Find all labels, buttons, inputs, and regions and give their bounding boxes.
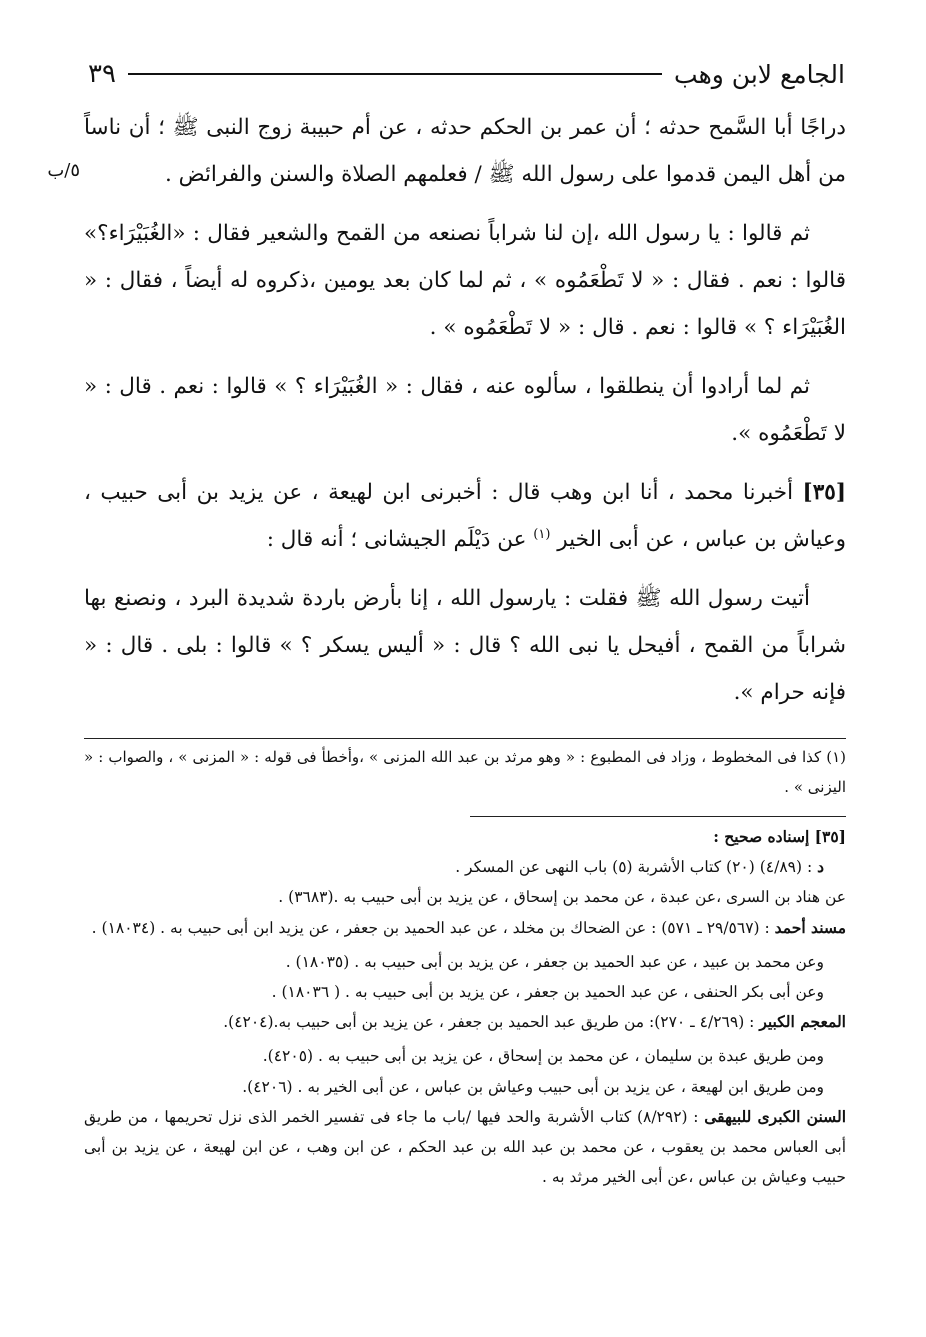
paragraph-2: ثم قالوا : يا رسول الله ،إن لنا شراباً نصنعه من القمح والشعير فقال : «الغُبَيْرَاء؟» قالوا : نعم . فقال : « لا تَطْعَمُوه » ، ثم لما كان بعد يومين ،ذكروه له أيضاً ، فقال : « الغُبَيْرَاء ؟ » قالوا : نعم . قال : « لا تَطْعَمُوه » . bbox=[84, 221, 846, 340]
takhrij-divider bbox=[470, 816, 846, 817]
footnote-divider bbox=[84, 738, 846, 739]
book-title: الجامع لابن وهب bbox=[674, 59, 845, 89]
running-header bbox=[88, 54, 845, 94]
hadith-number: [٣٥] bbox=[802, 480, 846, 505]
takhrij-line: وعن محمد بن عبيد ، عن عبد الحميد بن جعفر ، عن يزيد بن أبى حبيب به . (١٨٠٣٥) . bbox=[285, 952, 824, 971]
source-mujam-kabir: المعجم الكبير bbox=[759, 1012, 846, 1032]
takhrij-line bbox=[84, 913, 846, 943]
page-number: ٣٩ bbox=[88, 59, 116, 89]
takhrij-section bbox=[84, 822, 846, 1192]
takhrij-line-text: : (٤/٢٦٩ ـ ٢٧٠): من طريق عبد الحميد بن جعفر ، عن يزيد بن أبى حبيب به.(٤٢٠٤). bbox=[223, 1013, 760, 1032]
takhrij-line bbox=[84, 1007, 846, 1037]
paragraph-4-text-b: عن دَيْلَم الجيشانى ؛ أنه قال : bbox=[266, 527, 534, 552]
source-musnad-ahmad: مسند أحمد bbox=[774, 917, 846, 937]
header-rule bbox=[128, 73, 662, 75]
takhrij-line: ومن طريق عبدة بن سليمان ، عن محمد بن إسحاق ، عن يزيد بن أبى حبيب به . (٤٢٠٥). bbox=[262, 1047, 824, 1066]
source-abu-dawud: د bbox=[817, 857, 824, 877]
paragraph-4 bbox=[84, 469, 846, 563]
paragraph-4-text-a: أخبرنا محمد ، أنا ابن وهب قال : أخبرنى ابن لهيعة ، عن يزيد بن أبى حبيب ، وعياش بن عباس ، عن أبى الخير bbox=[84, 480, 846, 552]
paragraph-1: دراجًا أبا السَّمح حدثه ؛ أن عمر بن الحكم حدثه ، عن أم حبيبة زوج النبى ﷺ ؛ أن ناساً من أهل اليمن قدموا على رسول الله ﷺ / فعلمهم الصلاة والسنن والفرائض . bbox=[84, 115, 846, 187]
takhrij-line bbox=[84, 1102, 846, 1193]
main-text bbox=[84, 104, 846, 728]
paragraph-5: أتيت رسول الله ﷺ فقلت : يارسول الله ، إنا بأرض باردة شديدة البرد ، ونصنع بها شراباً من القمح ، أفيحل يا نبى الله ؟ قال : « أليس يسكر ؟ » قالوا : بلى . قال : « فإنه حرام ». bbox=[84, 586, 846, 705]
takhrij-line: عن هناد بن السرى ،عن عبدة ، عن محمد بن إسحاق ، عن يزيد بن أبى حبيب به .(٣٦٨٣) . bbox=[278, 888, 846, 907]
takhrij-line-text: : (٤/٨٩) (٢٠) كتاب الأشربة (٥) باب النهى عن المسكر . bbox=[455, 858, 818, 877]
takhrij-heading: [٣٥] إسناده صحيح : bbox=[713, 827, 846, 846]
takhrij-line-text: : (٨/٢٩٢) كتاب الأشربة والحد فيها /باب ما جاء فى تفسير الخمر الذى نزل تحريمها ، من طريق أبى العباس محمد بن يعقوب ، عن محمد بن عبد الله بن عبد الحكم ، عن ابن وهب ، عن ابن لهيعة ، عن يزيد بن أبى حبيب وعياش بن عباس ،عن أبى الخير مرثد به . bbox=[84, 1107, 846, 1187]
takhrij-line-text: : (٢٩/٥٦٧ ـ ٥٧١) : عن الضحاك بن مخلد ، عن عبد الحميد بن جعفر ، عن يزيد ابن أبى حبيب به . (١٨٠٣٤) . bbox=[91, 918, 775, 937]
source-sunan-bayhaqi: السنن الكبرى للبيهقى bbox=[704, 1106, 846, 1126]
manuscript-folio-marker: ٥/ب bbox=[47, 160, 80, 181]
paragraph-3: ثم لما أرادوا أن ينطلقوا ، سألوه عنه ، فقال : « الغُبَيْرَاء ؟ » قالوا : نعم . قال : « لا تَطْعَمُوه ». bbox=[84, 374, 846, 446]
footnote-reference: (١) bbox=[533, 526, 551, 542]
takhrij-line bbox=[84, 852, 846, 882]
takhrij-line: وعن أبى بكر الحنفى ، عن عبد الحميد بن جعفر ، عن يزيد بن أبى حبيب به . ( ١٨٠٣٦) . bbox=[271, 983, 824, 1002]
footnote: (١) كذا فى المخطوط ، وزاد فى المطبوع : « وهو مرثد بن عبد الله المزنى » ،وأخطأ فى قوله : « المزنى » ، والصواب : « اليزنى » . bbox=[84, 748, 846, 796]
takhrij-line: ومن طريق ابن لهيعة ، عن يزيد بن أبى حبيب وعياش بن عباس ، عن أبى الخير به . (٤٢٠٦). bbox=[242, 1077, 824, 1096]
